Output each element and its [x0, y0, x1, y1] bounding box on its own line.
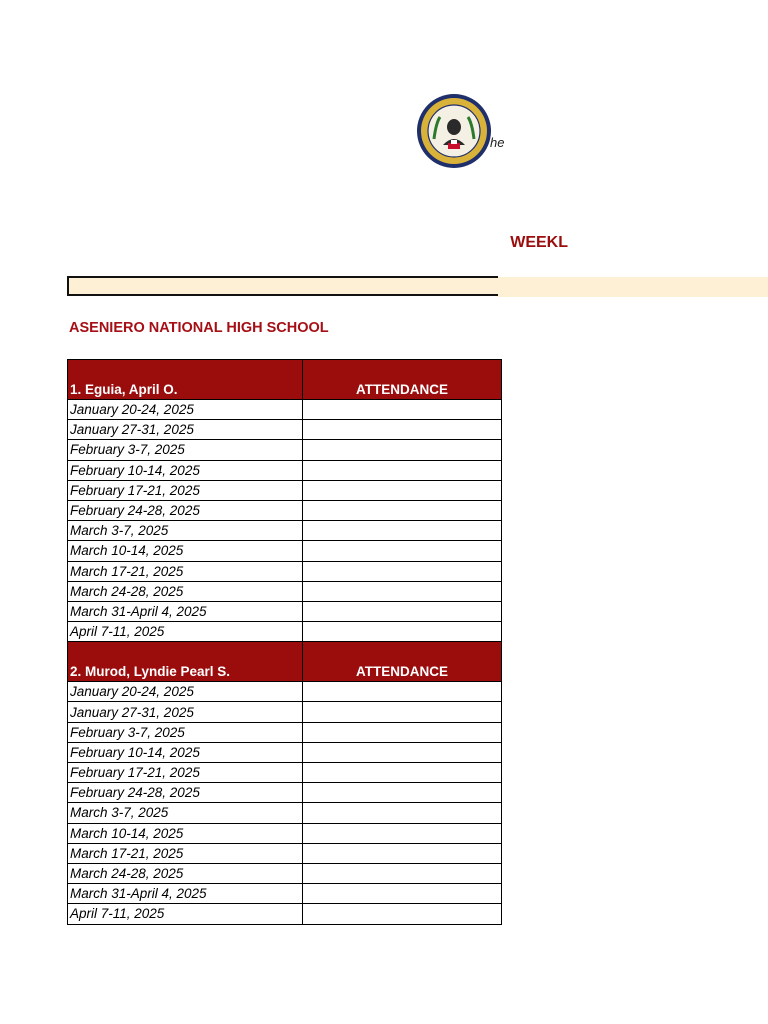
week-label: March 31-April 4, 2025: [68, 884, 303, 904]
attendance-cell[interactable]: [303, 823, 502, 843]
week-label: February 10-14, 2025: [68, 742, 303, 762]
logo-trail-text: he: [490, 135, 505, 150]
attendance-table: [67, 359, 502, 925]
table-row: [68, 763, 502, 783]
university-seal-icon: [416, 93, 492, 169]
student-header-row: [68, 360, 502, 400]
week-label: February 3-7, 2025: [68, 440, 303, 460]
table-row: [68, 561, 502, 581]
table-row: [68, 783, 502, 803]
attendance-cell[interactable]: [303, 480, 502, 500]
attendance-cell[interactable]: [303, 803, 502, 823]
attendance-cell[interactable]: [303, 581, 502, 601]
week-label: January 27-31, 2025: [68, 420, 303, 440]
table-row: [68, 480, 502, 500]
week-label: February 3-7, 2025: [68, 722, 303, 742]
attendance-cell[interactable]: [303, 561, 502, 581]
week-label: January 27-31, 2025: [68, 702, 303, 722]
school-name: ASENIERO NATIONAL HIGH SCHOOL: [69, 320, 329, 336]
week-label: March 24-28, 2025: [68, 863, 303, 883]
attendance-cell[interactable]: [303, 904, 502, 924]
week-label: March 31-April 4, 2025: [68, 601, 303, 621]
student-name: 1. Eguia, April O.: [68, 360, 303, 400]
week-label: March 24-28, 2025: [68, 581, 303, 601]
table-row: [68, 843, 502, 863]
week-label: April 7-11, 2025: [68, 622, 303, 642]
header-band-overflow: [498, 277, 768, 297]
table-row: [68, 622, 502, 642]
week-label: February 17-21, 2025: [68, 480, 303, 500]
table-row: [68, 682, 502, 702]
student-name: 2. Murod, Lyndie Pearl S.: [68, 642, 303, 682]
page-title-clip: [300, 234, 568, 258]
table-row: [68, 803, 502, 823]
table-row: [68, 420, 502, 440]
attendance-cell[interactable]: [303, 460, 502, 480]
table-row: [68, 702, 502, 722]
table-row: [68, 521, 502, 541]
week-label: March 10-14, 2025: [68, 541, 303, 561]
attendance-cell[interactable]: [303, 863, 502, 883]
table-row: [68, 823, 502, 843]
attendance-cell[interactable]: [303, 843, 502, 863]
week-label: March 17-21, 2025: [68, 843, 303, 863]
week-label: March 17-21, 2025: [68, 561, 303, 581]
attendance-cell[interactable]: [303, 440, 502, 460]
table-row: [68, 904, 502, 924]
attendance-header: ATTENDANCE: [303, 360, 502, 400]
table-row: [68, 581, 502, 601]
attendance-cell[interactable]: [303, 400, 502, 420]
table-row: [68, 541, 502, 561]
attendance-cell[interactable]: [303, 783, 502, 803]
week-label: February 24-28, 2025: [68, 783, 303, 803]
attendance-cell[interactable]: [303, 541, 502, 561]
table-row: [68, 460, 502, 480]
attendance-cell[interactable]: [303, 682, 502, 702]
table-row: [68, 884, 502, 904]
attendance-cell[interactable]: [303, 763, 502, 783]
week-label: January 20-24, 2025: [68, 682, 303, 702]
page-title: WEEKL: [510, 234, 568, 251]
table-row: [68, 722, 502, 742]
table-row: [68, 601, 502, 621]
week-label: March 3-7, 2025: [68, 521, 303, 541]
attendance-cell[interactable]: [303, 722, 502, 742]
week-label: February 10-14, 2025: [68, 460, 303, 480]
attendance-cell[interactable]: [303, 884, 502, 904]
table-row: [68, 863, 502, 883]
table-row: [68, 742, 502, 762]
table-row: [68, 500, 502, 520]
week-label: March 10-14, 2025: [68, 823, 303, 843]
attendance-cell[interactable]: [303, 742, 502, 762]
attendance-cell[interactable]: [303, 702, 502, 722]
week-label: March 3-7, 2025: [68, 803, 303, 823]
attendance-cell[interactable]: [303, 521, 502, 541]
attendance-cell[interactable]: [303, 420, 502, 440]
week-label: February 24-28, 2025: [68, 500, 303, 520]
week-label: February 17-21, 2025: [68, 763, 303, 783]
week-label: April 7-11, 2025: [68, 904, 303, 924]
table-row: [68, 400, 502, 420]
attendance-cell[interactable]: [303, 500, 502, 520]
week-label: January 20-24, 2025: [68, 400, 303, 420]
attendance-header: ATTENDANCE: [303, 642, 502, 682]
attendance-cell[interactable]: [303, 601, 502, 621]
student-header-row: [68, 642, 502, 682]
header-band: [67, 276, 498, 296]
table-row: [68, 440, 502, 460]
attendance-cell[interactable]: [303, 622, 502, 642]
